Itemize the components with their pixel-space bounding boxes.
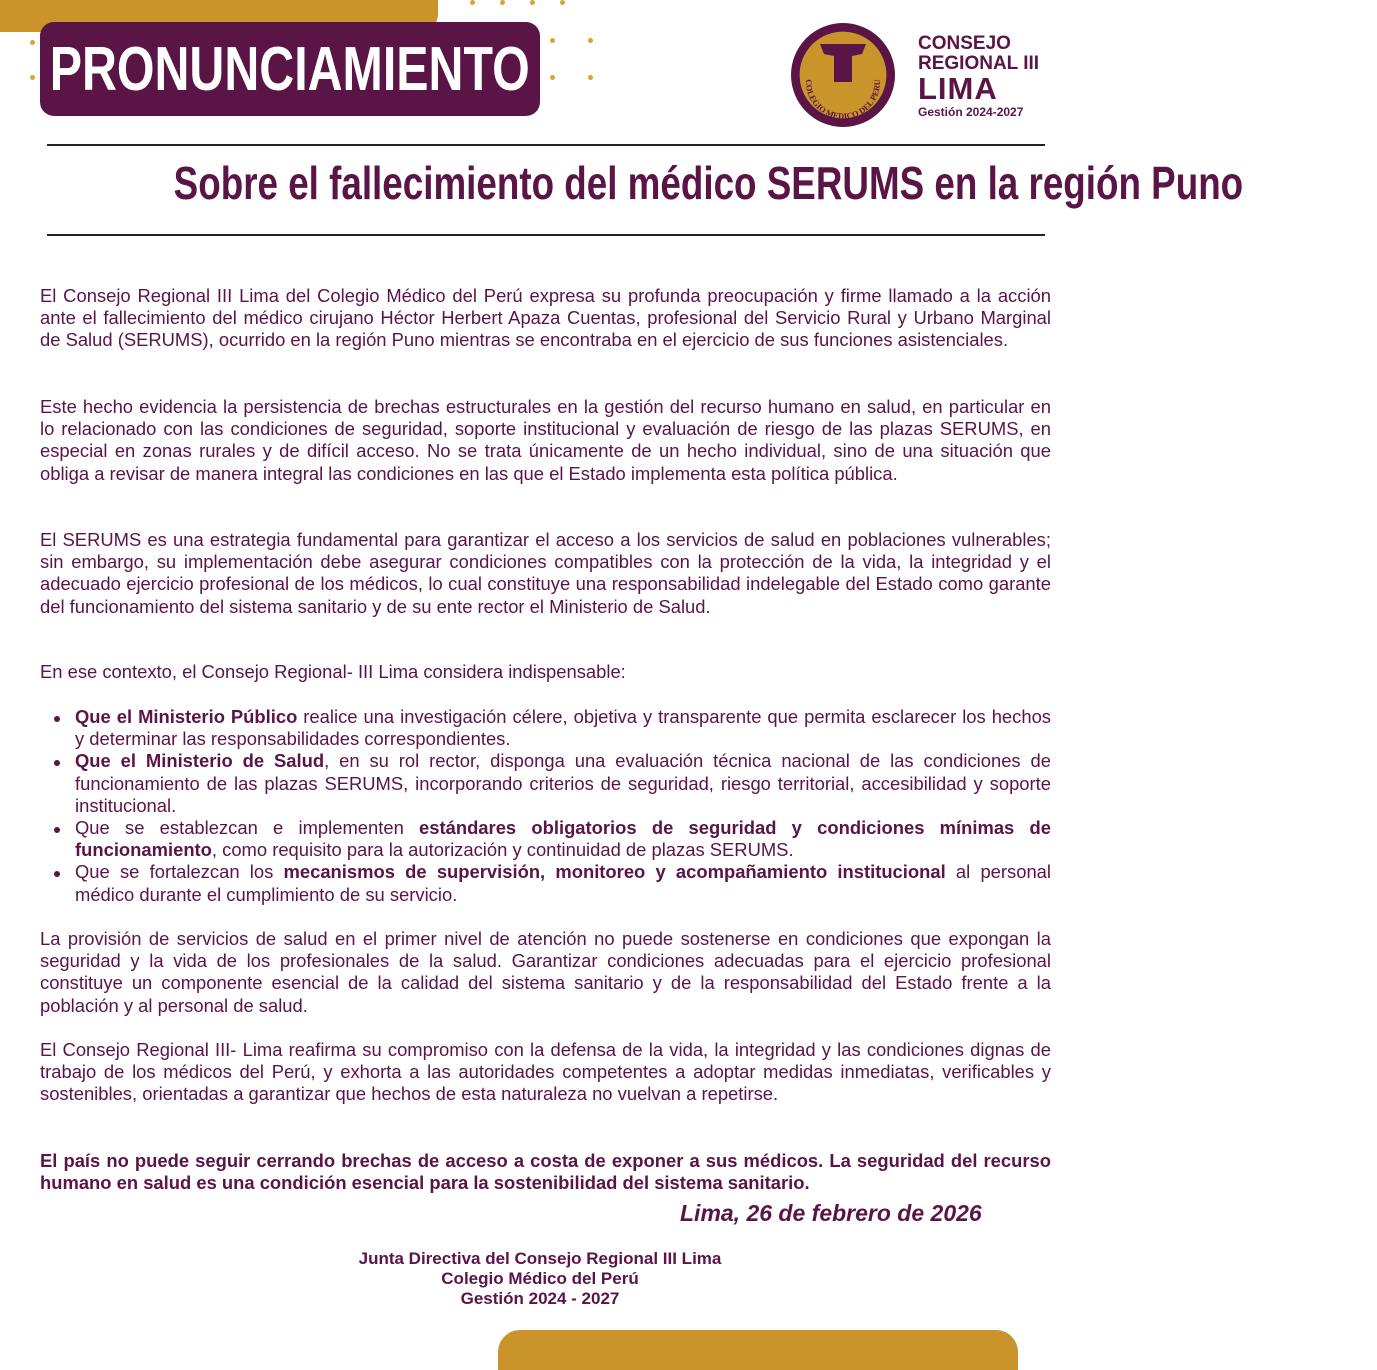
bottom-gold-band (498, 1330, 1018, 1370)
signature-line-3: Gestión 2024 - 2027 (460, 1289, 620, 1308)
org-line-2: REGIONAL III (918, 53, 1040, 74)
list-item: Que se fortalezcan los mecanismos de supervisión, monitoreo y acompañamiento institucional al personal médico durante el cumplimiento de su servicio. (40, 861, 1051, 905)
divider-top (47, 144, 1045, 146)
list-item: Que el Ministerio Público realice una investigación célere, objetiva y transparente que permita esclarecer los hechos y determinar las responsabilidades correspondientes. (40, 706, 1051, 750)
divider-bottom (47, 234, 1045, 236)
signature-line-1: Junta Directiva del Consejo Regional III Lima (358, 1249, 722, 1268)
paragraph-6: El Consejo Regional III- Lima reafirma su compromiso con la defensa de la vida, la integridad y las condiciones dignas de trabajo de los médicos del Perú, y exhorta a las autoridades competentes a adoptar medidas inmediatas, verificables y sostenibles, orientadas a garantizar que hechos de esta naturaleza no vuelvan a repetirse. (40, 1039, 1051, 1105)
seal-text: COLEGIO MEDICO DEL PERU (803, 79, 883, 122)
title-banner (40, 22, 540, 116)
paragraph-3: El SERUMS es una estrategia fundamental para garantizar el acceso a los servicios de salud en poblaciones vulnerables; sin embargo, su implementación debe asegurar condiciones compatibles con la protección de la vida, la integridad y el adecuado ejercicio profesional de los médicos, lo cual constituye una responsabilidad indelegable del Estado como garante del funcionamiento del sistema sanitario y de su ente rector el Ministerio de Salud. (40, 529, 1051, 617)
list-item: Que el Ministerio de Salud, en su rol rector, disponga una evaluación técnica nacional de las condiciones de funcionamiento de las plazas SERUMS, incorporando criterios de seguridad, riesgo territorial, accesibilidad y soporte institucional. (40, 750, 1051, 817)
signature-line-2: Colegio Médico del Perú (441, 1269, 639, 1288)
signature-block (240, 1249, 840, 1309)
paragraph-1: El Consejo Regional III Lima del Colegio Médico del Perú expresa su profunda preocupación y firme llamado a la acción ante el fallecimiento del médico cirujano Héctor Herbert Apaza Cuentas, profesional del Servicio Rural y Urbano Marginal de Salud (SERUMS), ocurrido en la región Puno mientras se encontraba en el ejercicio de sus funciones asistenciales. (40, 285, 1051, 351)
subtitle-text: Sobre el fallecimiento del médico SERUMS en la región Puno (173, 157, 1244, 209)
list-item: Que se establezcan e implementen estándares obligatorios de seguridad y condiciones mínimas de funcionamiento, como requisito para la autorización y continuidad de plazas SERUMS. (40, 817, 1051, 861)
paragraph-2: Este hecho evidencia la persistencia de brechas estructurales en la gestión del recurso humano en salud, en particular en lo relacionado con las condiciones de seguridad, soporte institucional y evaluación de riesgo de las plazas SERUMS, en especial en zonas rurales y de difícil acceso. No se trata únicamente de un hecho individual, sino de una situación que obliga a revisar de manera integral las condiciones en las que el Estado implementa esta política pública. (40, 396, 1051, 484)
bullet-list (40, 706, 1051, 906)
colegio-medico-seal-icon (790, 22, 896, 128)
date-line: Lima, 26 de febrero de 2026 (680, 1200, 982, 1226)
subtitle (40, 156, 1244, 210)
org-block (918, 34, 1039, 118)
page-title: PRONUNCIAMIENTO (49, 34, 531, 104)
org-line-3: LIMA (918, 71, 998, 106)
org-line-1: CONSEJO (918, 33, 1011, 54)
paragraph-4: En ese contexto, el Consejo Regional- III Lima considera indispensable: (40, 661, 626, 682)
closing-statement: El país no puede seguir cerrando brechas de acceso a costa de exponer a sus médicos. La seguridad del recurso humano en salud es una condición esencial para la sostenibilidad del sistema sanitario. (40, 1150, 1051, 1194)
paragraph-5: La provisión de servicios de salud en el primer nivel de atención no puede sostenerse en condiciones que expongan la seguridad y la vida de los profesionales de la salud. Garantizar condiciones adecuadas para el ejercicio profesional constituye un componente esencial de la calidad del sistema sanitario y de la responsabilidad del Estado frente a la población y al personal de salud. (40, 928, 1051, 1016)
org-line-4: Gestión 2024-2027 (918, 105, 1024, 119)
